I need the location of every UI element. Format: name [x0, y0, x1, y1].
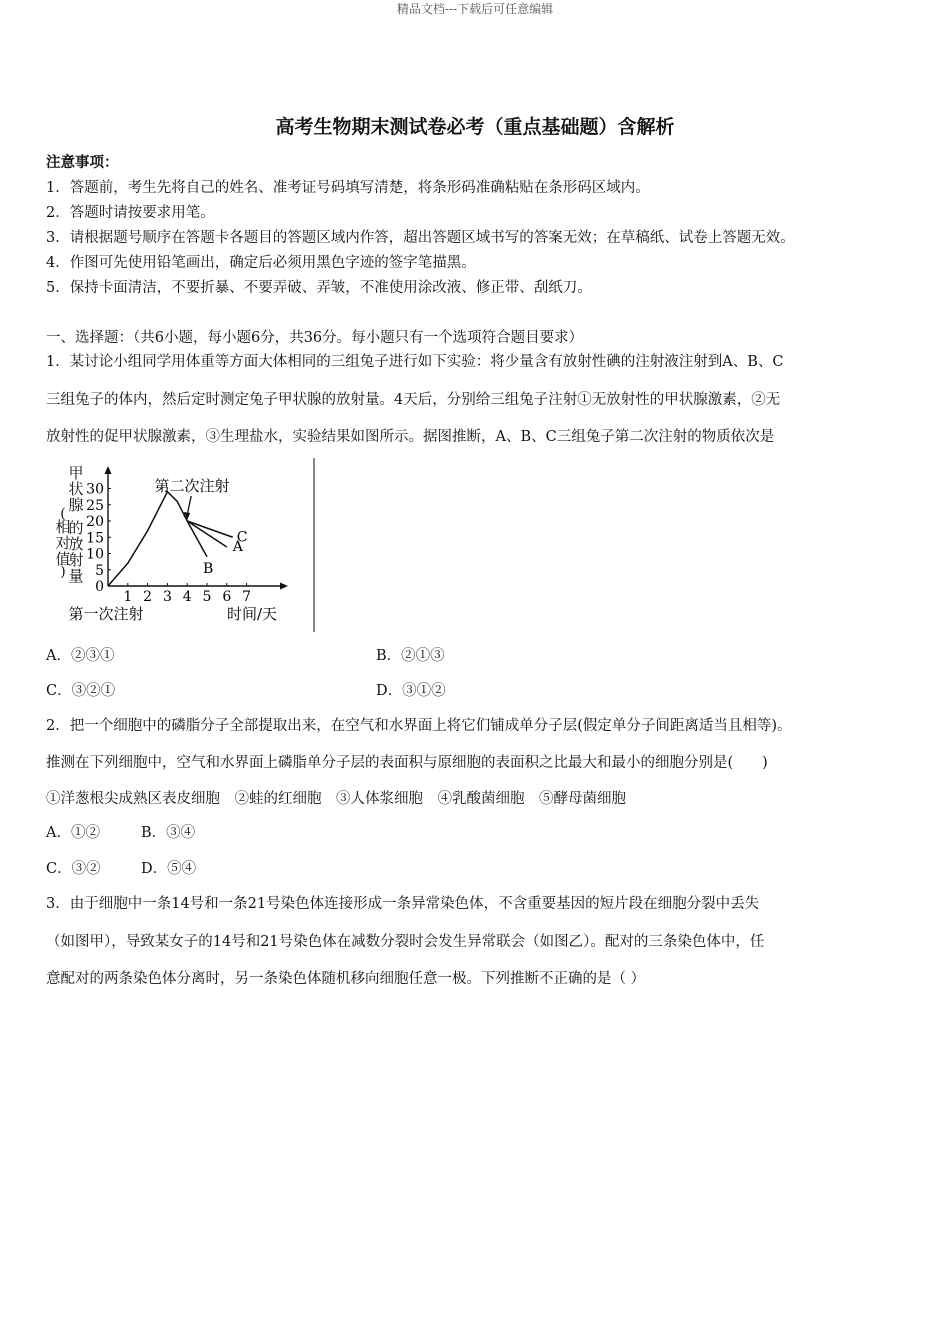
notice-heading: 注意事项：: [46, 154, 119, 171]
q1-text: 三组兔子的体内，然后定时测定兔子甲状腺的放射量。4天后，分别给三组兔子注射①无放射性的甲状腺激素，②无: [46, 392, 781, 408]
series-label-A: A: [232, 539, 243, 555]
notice-item: 4．作图可先使用铅笔画出，确定后必须用黑色字迹的签字笔描黑。: [46, 255, 476, 271]
svg-text:): ): [60, 564, 66, 580]
q3-text: 意配对的两条染色体分离时，另一条染色体随机移向细胞任意一极。下列推断不正确的是（ ）: [46, 971, 646, 987]
x-tick-label: 7: [242, 589, 252, 605]
q2-text: 2．把一个细胞中的磷脂分子全部提取出来，在空气和水界面上将它们铺成单分子层(假定单分子间距离适当且相等)。: [46, 718, 792, 734]
x-tick-label: 2: [143, 589, 153, 605]
q3-text: （如图甲），导致某女子的14号和21号染色体在减数分裂时会发生异常联会（如图乙）。配对的三条染色体中，任: [46, 934, 765, 950]
q2-option-c: C．③②: [46, 861, 101, 877]
y-tick-label: 30: [86, 481, 104, 498]
x-tick-label: 6: [222, 589, 232, 605]
svg-text:对: 对: [55, 534, 71, 552]
x-axis-label: 时间/天: [226, 605, 278, 623]
q1-option-d: D．③①②: [376, 683, 446, 699]
q1-option-b: B．②①③: [376, 648, 445, 664]
x-tick-label: 5: [202, 589, 212, 605]
y-tick-label: 15: [86, 530, 104, 547]
q3-text: 3．由于细胞中一条14号和一条21号染色体连接形成一条异常染色体，不含重要基因的短片段在细胞分裂中丢失: [46, 896, 760, 912]
svg-text:值: 值: [55, 550, 71, 568]
section-heading: 一、选择题：（共6小题，每小题6分，共36分。每小题只有一个选项符合题目要求）: [46, 330, 584, 346]
svg-text:的: 的: [68, 519, 84, 537]
svg-text:腺: 腺: [68, 496, 84, 514]
x-tick-label: 1: [123, 589, 133, 605]
series-label-B: B: [203, 560, 214, 577]
y-axis-arrow: [105, 466, 112, 474]
svg-text:相: 相: [55, 518, 71, 536]
second-injection-label: 第二次注射: [154, 477, 230, 495]
y-tick-label: 10: [86, 546, 104, 563]
x-tick-label: 3: [162, 589, 172, 605]
page-header: 精品文档---下载后可任意编辑: [396, 2, 554, 16]
q1-text: 放射性的促甲状腺激素，③生理盐水，实验结果如图所示。据图推断，A、B、C三组兔子第二次注射的物质依次是: [46, 429, 775, 445]
q2-option-a: A．①②: [46, 825, 100, 841]
svg-text:射: 射: [68, 551, 84, 569]
y-tick-label: 20: [86, 514, 104, 530]
y-axis-label: [55, 464, 83, 585]
series-label-C: C: [236, 529, 248, 546]
series-line-A: [187, 521, 227, 547]
y-tick-label: 0: [95, 579, 104, 595]
svg-text:放: 放: [68, 535, 84, 553]
notice-item: 2．答题时请按要求用笔。: [46, 205, 215, 221]
notice-item: 3．请根据题号顺序在答题卡各题目的答题区域内作答，超出答题区域书写的答案无效；在草稿纸、试卷上答题无效。: [46, 230, 795, 246]
svg-text:(: (: [60, 506, 66, 522]
notice-item: 1．答题前，考生先将自己的姓名、准考证号码填写清楚，将条形码准确粘贴在条形码区域内。: [46, 180, 650, 196]
q2-items: ①洋葱根尖成熟区表皮细胞 ②蛙的红细胞 ③人体浆细胞 ④乳酸菌细胞 ⑤酵母菌细胞: [46, 791, 626, 807]
q2-option-d: D．⑤④: [141, 861, 197, 877]
notice-item: 5．保持卡面清洁，不要折暴、不要弄破、弄皱，不准使用涂改液、修正带、刮纸刀。: [46, 280, 592, 296]
q2-text: 推测在下列细胞中，空气和水界面上磷脂单分子层的表面积与原细胞的表面积之比最大和最小的细胞分别是( ): [46, 755, 768, 771]
q2-option-b: B．③④: [141, 825, 196, 841]
q1-option-c: C．③②①: [46, 683, 116, 699]
series-line-共同: [108, 492, 187, 586]
second-injection-arrow: [187, 496, 191, 515]
x-tick-label: 4: [182, 589, 192, 605]
q1-option-a: A．②③①: [46, 648, 115, 664]
page-title: 高考生物期末测试卷必考（重点基础题）含解析: [275, 116, 675, 138]
q1-chart: [46, 456, 318, 634]
svg-text:状: 状: [68, 480, 84, 498]
first-injection-label: 第一次注射: [68, 605, 144, 623]
y-tick-label: 25: [86, 497, 104, 514]
q1-text: 1．某讨论小组同学用体重等方面大体相同的三组兔子进行如下实验：将少量含有放射性碘的注射液注射到A、B、C: [46, 354, 784, 370]
y-tick-label: 5: [95, 562, 104, 579]
svg-text:量: 量: [68, 567, 84, 585]
x-axis-arrow: [280, 583, 288, 590]
svg-text:甲: 甲: [68, 464, 84, 482]
